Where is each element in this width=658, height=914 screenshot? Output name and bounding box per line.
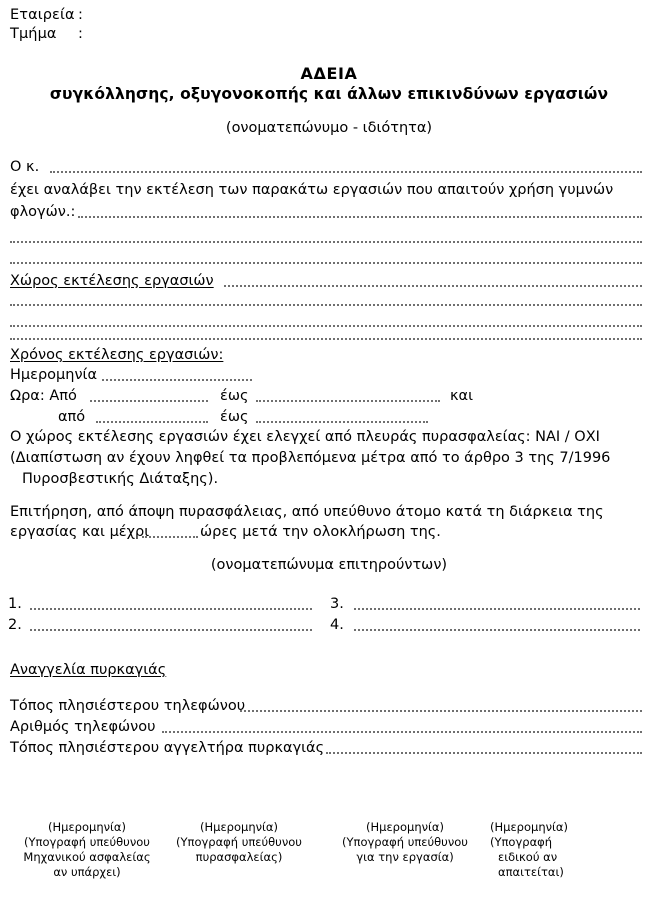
signature-caption-4-line-1: (Υπογραφή: [490, 835, 553, 849]
work-location-fill-3[interactable]: [10, 324, 642, 327]
supervisor-row-3: [330, 595, 642, 613]
work-location-fill-1[interactable]: [224, 284, 642, 287]
supervision-line-1: Επιτήρηση, από άποψη πυρασφάλειας, από υπεύθυνο άτομο κατά τη διάρκεια της: [10, 504, 604, 520]
name-capacity-caption: (ονοματεπώνυμο - ιδιότητα): [225, 120, 433, 136]
work-location-fill-2[interactable]: [10, 303, 642, 306]
fire-safety-note-line-1: (Διαπίστωση αν έχουν ληφθεί τα προβλεπόμενα μέτρα από το άρθρο 3 της 7/1996: [10, 450, 611, 466]
supervision-line-2-row: [10, 523, 510, 541]
work-hour-row-2: [10, 408, 510, 426]
work-hour-row-1: [10, 387, 510, 405]
nearest-alarm-place-fill[interactable]: [326, 751, 642, 754]
signature-row: [0, 820, 658, 914]
signature-date-label-4: (Ημερομηνία): [490, 820, 568, 834]
signature-caption-1-line-3: αν υπάρχει): [53, 865, 121, 879]
page-subtitle: συγκόλλησης, οξυγονοκοπής και άλλων επικινδύνων εργασιών: [49, 85, 609, 103]
supervisor-fill-4[interactable]: [354, 628, 640, 631]
work-description-fill-1[interactable]: [78, 215, 642, 218]
work-statement-end-row: [10, 203, 648, 221]
signature-date-label-1: (Ημερομηνία): [48, 820, 126, 834]
phone-number-row: [10, 718, 648, 736]
supervisors-caption: (ονοματεπώνυμα επιτηρούντων): [210, 557, 448, 573]
supervisor-number-1: 1.: [8, 596, 22, 612]
fire-safety-note-line-2: Πυροσβεστικής Διάταξης).: [22, 471, 219, 487]
signature-caption-2-line-1: (Υπογραφή υπεύθυνου: [176, 835, 302, 849]
applicant-prefix: Ο κ.: [10, 159, 40, 175]
applicant-name-row: [10, 158, 648, 176]
supervisor-fill-2[interactable]: [30, 628, 312, 631]
applicant-name-fill[interactable]: [50, 170, 642, 173]
phone-number-fill[interactable]: [162, 730, 642, 733]
supervision-line-2-after: ώρες μετά την ολοκλήρωση της.: [200, 524, 441, 540]
signature-block-safety-engineer: [8, 820, 166, 880]
signature-date-label-3: (Ημερομηνία): [366, 820, 444, 834]
supervisor-row-2: [8, 616, 318, 634]
nearest-phone-place-row: [10, 697, 648, 715]
work-hour-from-label-2: από: [58, 409, 86, 425]
signature-caption-3-line-2: για την εργασία): [356, 850, 454, 864]
work-date-label: Ημερομηνία: [10, 367, 98, 383]
work-hour-from-label-1: Ωρα: Από: [10, 388, 77, 404]
work-location-fill-4[interactable]: [10, 337, 642, 340]
signature-caption-4-line-2: ειδικού αν: [498, 850, 558, 864]
supervisor-number-3: 3.: [330, 596, 344, 612]
supervisor-fill-1[interactable]: [30, 607, 312, 610]
signature-caption-3-line-1: (Υπογραφή υπεύθυνου: [342, 835, 468, 849]
nearest-alarm-place-row: [10, 739, 648, 757]
supervision-hours-fill[interactable]: [142, 535, 198, 538]
signature-caption-2-line-2: πυρασφαλείας): [195, 850, 283, 864]
nearest-phone-place-fill[interactable]: [240, 709, 642, 712]
work-description-fill-3[interactable]: [10, 261, 642, 264]
work-description-fill-2[interactable]: [10, 240, 642, 243]
signature-block-fire-safety: [160, 820, 318, 865]
company-label: Εταιρεία: [10, 7, 75, 23]
work-statement-end: φλογών.:: [10, 204, 76, 220]
work-time-heading: Χρόνος εκτέλεσης εργασιών:: [10, 347, 224, 363]
supervision-line-2-before: εργασίας και μέχρι: [10, 524, 150, 540]
work-hour-until-fill-1[interactable]: [256, 399, 440, 402]
department-colon: :: [78, 26, 83, 42]
supervisor-row-1: [8, 595, 318, 613]
phone-number-label: Αριθμός τηλεφώνου: [10, 719, 156, 735]
work-hour-from-fill-2[interactable]: [96, 420, 208, 423]
supervisor-number-4: 4.: [330, 617, 344, 633]
work-hour-from-fill-1[interactable]: [90, 399, 208, 402]
company-colon: :: [78, 7, 83, 23]
supervisor-number-2: 2.: [8, 617, 22, 633]
supervisor-row-4: [330, 616, 642, 634]
work-hour-until-label-1: έως: [220, 388, 249, 404]
work-location-row: [10, 272, 648, 290]
work-location-heading: Χώρος εκτέλεσης εργασιών: [10, 273, 214, 289]
signature-date-label-2: (Ημερομηνία): [200, 820, 278, 834]
nearest-phone-place-label: Τόπος πλησιέστερου τηλεφώνου: [10, 698, 246, 714]
signature-caption-4-line-3: απαιτείται): [498, 865, 564, 879]
fire-report-heading: Αναγγελία πυρκαγιάς: [10, 662, 167, 678]
signature-block-work-responsible: [326, 820, 484, 865]
signature-caption-1-line-2: Μηχανικού ασφαλείας: [23, 850, 151, 864]
work-statement-line: έχει αναλάβει την εκτέλεση των παρακάτω εργασιών που απαιτούν χρήση γυμνών: [10, 182, 614, 198]
signature-caption-1-line-1: (Υπογραφή υπεύθυνου: [24, 835, 150, 849]
nearest-alarm-place-label: Τόπος πλησιέστερου αγγελτήρα πυρκαγιάς: [10, 740, 325, 756]
work-hour-until-label-2: έως: [220, 409, 249, 425]
work-date-row: [10, 366, 290, 384]
signature-block-specialist: [490, 820, 610, 880]
supervisor-fill-3[interactable]: [354, 607, 640, 610]
page-title: ΑΔΕΙΑ: [300, 64, 358, 83]
work-hour-and-label: και: [450, 388, 474, 404]
department-label: Τμήμα: [10, 26, 57, 42]
work-date-fill[interactable]: [102, 378, 252, 381]
fire-safety-checked-line: Ο χώρος εκτέλεσης εργασιών έχει ελεγχεί από πλευράς πυρασφαλείας: ΝΑΙ / ΟΧΙ: [10, 429, 600, 445]
work-hour-until-fill-2[interactable]: [256, 420, 428, 423]
